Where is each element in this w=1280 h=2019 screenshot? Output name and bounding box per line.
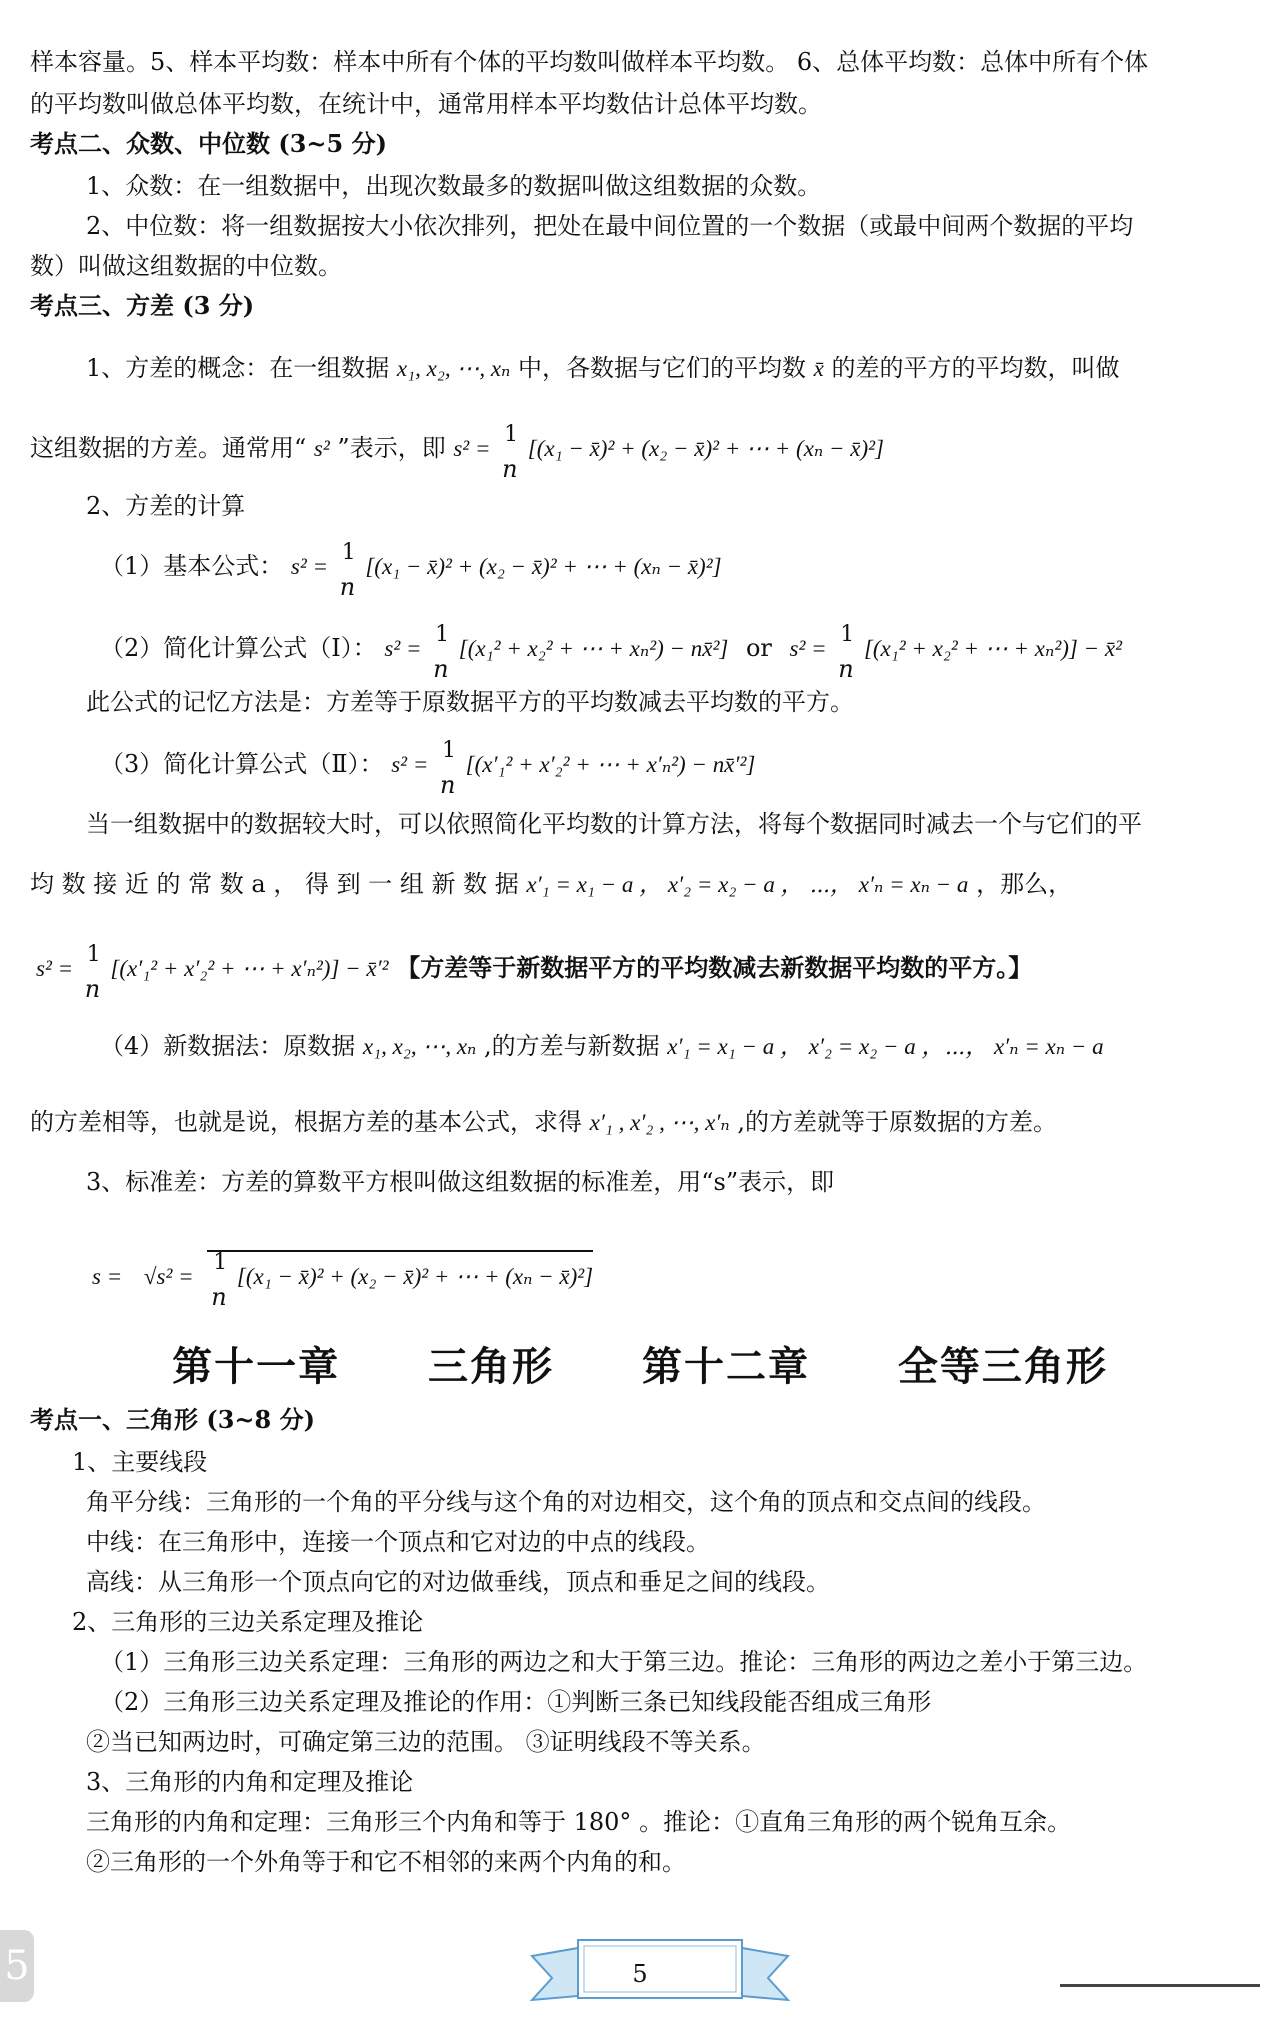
text-span: （2）简化计算公式（Ⅰ）：: [100, 634, 377, 662]
fraction: [84, 942, 101, 1003]
text-line: [30, 422, 884, 483]
chapter-title: 第十二章: [641, 1343, 810, 1390]
text-line: 样本容量。5、样本平均数：样本中所有个体的平均数叫做样本平均数。 6、总体平均数：总体中所有个体: [30, 48, 1149, 76]
numerator: 1: [840, 622, 855, 647]
formula-line: [100, 540, 722, 601]
text-span: 这组数据的方差。通常用“: [30, 434, 307, 462]
math-expression: x′₁ = x₁ − a ， x′₂ = x₂ − a ，⋯， x′ₙ = xₙ − a: [667, 1034, 1104, 1059]
text-line: 3、三角形的内角和定理及推论: [86, 1768, 414, 1796]
text-span: 的差的平方的平均数，叫做: [831, 354, 1120, 382]
text-line: 三角形的内角和定理：三角形三个内角和等于 180° 。推论：①直角三角形的两个锐角互余。: [86, 1808, 1072, 1836]
math-expression: x₁, x₂, ⋯, xₙ: [396, 356, 511, 381]
chapter-title: 第十一章: [172, 1343, 341, 1390]
math-expression: s² =: [290, 554, 329, 579]
math-expression: √s² =: [143, 1264, 194, 1289]
text-span: 的方差相等，也就是说，根据方差的基本公式，求得: [30, 1108, 582, 1136]
fraction: [339, 540, 356, 601]
formula-line: [100, 1030, 1104, 1063]
text-line: [30, 1106, 1057, 1139]
text-span: ,的方差与新数据: [484, 1032, 660, 1060]
text-line: 数）叫做这组数据的中位数。: [30, 252, 342, 280]
chapter-title: 全等三角形: [897, 1343, 1108, 1390]
math-expression: [(x′₁² + x′₂² + ⋯ + x′ₙ²) − nx̄′²]: [465, 752, 756, 777]
left-page-tab: 5: [0, 1930, 34, 2002]
page-number: 5: [632, 1960, 648, 1988]
math-expression: x̄: [813, 356, 824, 381]
text-line: [86, 352, 1120, 385]
math-expression: x′₁ , x′₂ , ⋯, x′ₙ: [589, 1110, 730, 1135]
math-expression: [(x₁ − x̄)² + (x₂ − x̄)² + ⋯ + (xₙ − x̄)²]: [236, 1264, 594, 1289]
text-line: 2、中位数：将一组数据按大小依次排列，把处在最中间位置的一个数据（或最中间两个数据的平均: [86, 212, 1134, 240]
text-span: （4）新数据法：原数据: [100, 1032, 356, 1060]
numerator: 1: [442, 738, 456, 763]
text-line: 角平分线：三角形的一个角的平分线与这个角的对边相交，这个角的顶点和交点间的线段。: [86, 1488, 1046, 1516]
section-heading: 考点二、众数、中位数 (3~5 分): [30, 129, 387, 158]
math-expression: s²: [313, 436, 330, 461]
text-line: 的平均数叫做总体平均数，在统计中，通常用样本平均数估计总体平均数。: [30, 90, 822, 118]
math-expression: s² =: [789, 636, 827, 661]
text-line: （2）三角形三边关系定理及推论的作用：①判断三条已知线段能否组成三角形: [100, 1688, 932, 1716]
math-expression: [(x₁² + x₂² + ⋯ + xₙ²)] − x̄²: [863, 636, 1122, 661]
text-span: 均 数 接 近 的 常 数 a ， 得 到 一 组 新 数 据: [30, 870, 519, 898]
text-span: （3）简化计算公式（Ⅱ）：: [100, 750, 384, 778]
text-span: （1）基本公式：: [100, 552, 284, 580]
numerator: 1: [213, 1250, 228, 1275]
section-heading: 考点三、方差 (3 分): [30, 291, 255, 320]
math-expression: [(x₁ − x̄)² + (x₂ − x̄)² + ⋯ + (xₙ − x̄)²]: [365, 554, 722, 579]
text-line: 1、众数：在一组数据中，出现次数最多的数据叫做这组数据的众数。: [86, 172, 822, 200]
numerator: 1: [504, 422, 519, 447]
fraction: [838, 622, 855, 683]
denominator: n: [433, 655, 449, 683]
formula-line: [92, 1250, 594, 1311]
text-line: 1、主要线段: [72, 1448, 208, 1476]
formula-line: [36, 942, 1033, 1003]
footer-rule: [1060, 1984, 1260, 1987]
text-line: 3、标准差：方差的算数平方根叫做这组数据的标准差，用“s”表示，即: [86, 1168, 835, 1196]
fraction: [440, 738, 456, 799]
text-line: 2、方差的计算: [86, 492, 246, 520]
math-expression: [(x₁² + x₂² + ⋯ + xₙ²) − nx̄²]: [458, 636, 729, 661]
text-line: 2、三角形的三边关系定理及推论: [72, 1608, 424, 1636]
denominator: n: [339, 573, 356, 601]
text-line: 此公式的记忆方法是：方差等于原数据平方的平均数减去平均数的平方。: [86, 688, 854, 716]
math-expression: x′₁ = x₁ − a ， x′₂ = x₂ − a ， ⋯， x′ₙ = xₙ − a: [526, 872, 969, 897]
fraction: [502, 422, 519, 483]
math-expression: s² =: [36, 956, 74, 981]
numerator: 1: [86, 942, 101, 967]
formula-line: [100, 738, 756, 799]
text-line: 当一组数据中的数据较大时，可以依照简化平均数的计算方法，将每个数据同时减去一个与它们的平: [86, 810, 1142, 838]
chapter-title: 三角形: [428, 1343, 555, 1390]
fraction: [433, 622, 450, 683]
text-line: [30, 868, 1072, 901]
text-span: 1、方差的概念：在一组数据: [86, 354, 390, 382]
text-line: 高线：从三角形一个顶点向它的对边做垂线，顶点和垂足之间的线段。: [86, 1568, 830, 1596]
math-expression: s² =: [391, 752, 429, 777]
text-span: 【方差等于新数据平方的平均数减去新数据平均数的平方。】: [396, 953, 1033, 982]
numerator: 1: [341, 540, 356, 565]
math-expression: [(x₁ − x̄)² + (x₂ − x̄)² + ⋯ + (xₙ − x̄)²]: [527, 436, 884, 461]
fraction: [211, 1250, 228, 1311]
denominator: n: [211, 1283, 227, 1311]
denominator: n: [502, 455, 518, 483]
denominator: n: [440, 771, 456, 799]
math-expression: x₁, x₂, ⋯, xₙ: [362, 1034, 477, 1059]
math-expression: s² =: [453, 436, 491, 461]
section-heading: 考点一、三角形 (3~8 分): [30, 1405, 315, 1434]
radical: [207, 1250, 594, 1311]
math-expression: s =: [92, 1264, 123, 1289]
text-span: ,的方差就等于原数据的方差。: [737, 1108, 1057, 1136]
text-span: ”表示，即: [337, 434, 446, 462]
text-line: ②三角形的一个外角等于和它不相邻的来两个内角的和。: [86, 1848, 686, 1876]
denominator: n: [838, 655, 854, 683]
text-span: ，那么，: [976, 870, 1073, 898]
formula-line: [100, 622, 1122, 683]
text-span: or: [745, 634, 772, 662]
denominator: n: [84, 975, 101, 1003]
chapter-heading: [0, 1335, 1280, 1392]
text-line: （1）三角形三边关系定理：三角形的两边之和大于第三边。推论：三角形的两边之差小于第三边。: [100, 1648, 1148, 1676]
text-span: 中，各数据与它们的平均数: [518, 354, 807, 382]
math-expression: s² =: [384, 636, 422, 661]
numerator: 1: [435, 622, 450, 647]
math-expression: [(x′₁² + x′₂² + ⋯ + x′ₙ²)] − x̄′²: [110, 956, 389, 981]
text-line: ②当已知两边时，可确定第三边的范围。 ③证明线段不等关系。: [86, 1728, 766, 1756]
text-line: 中线：在三角形中，连接一个顶点和它对边的中点的线段。: [86, 1528, 710, 1556]
